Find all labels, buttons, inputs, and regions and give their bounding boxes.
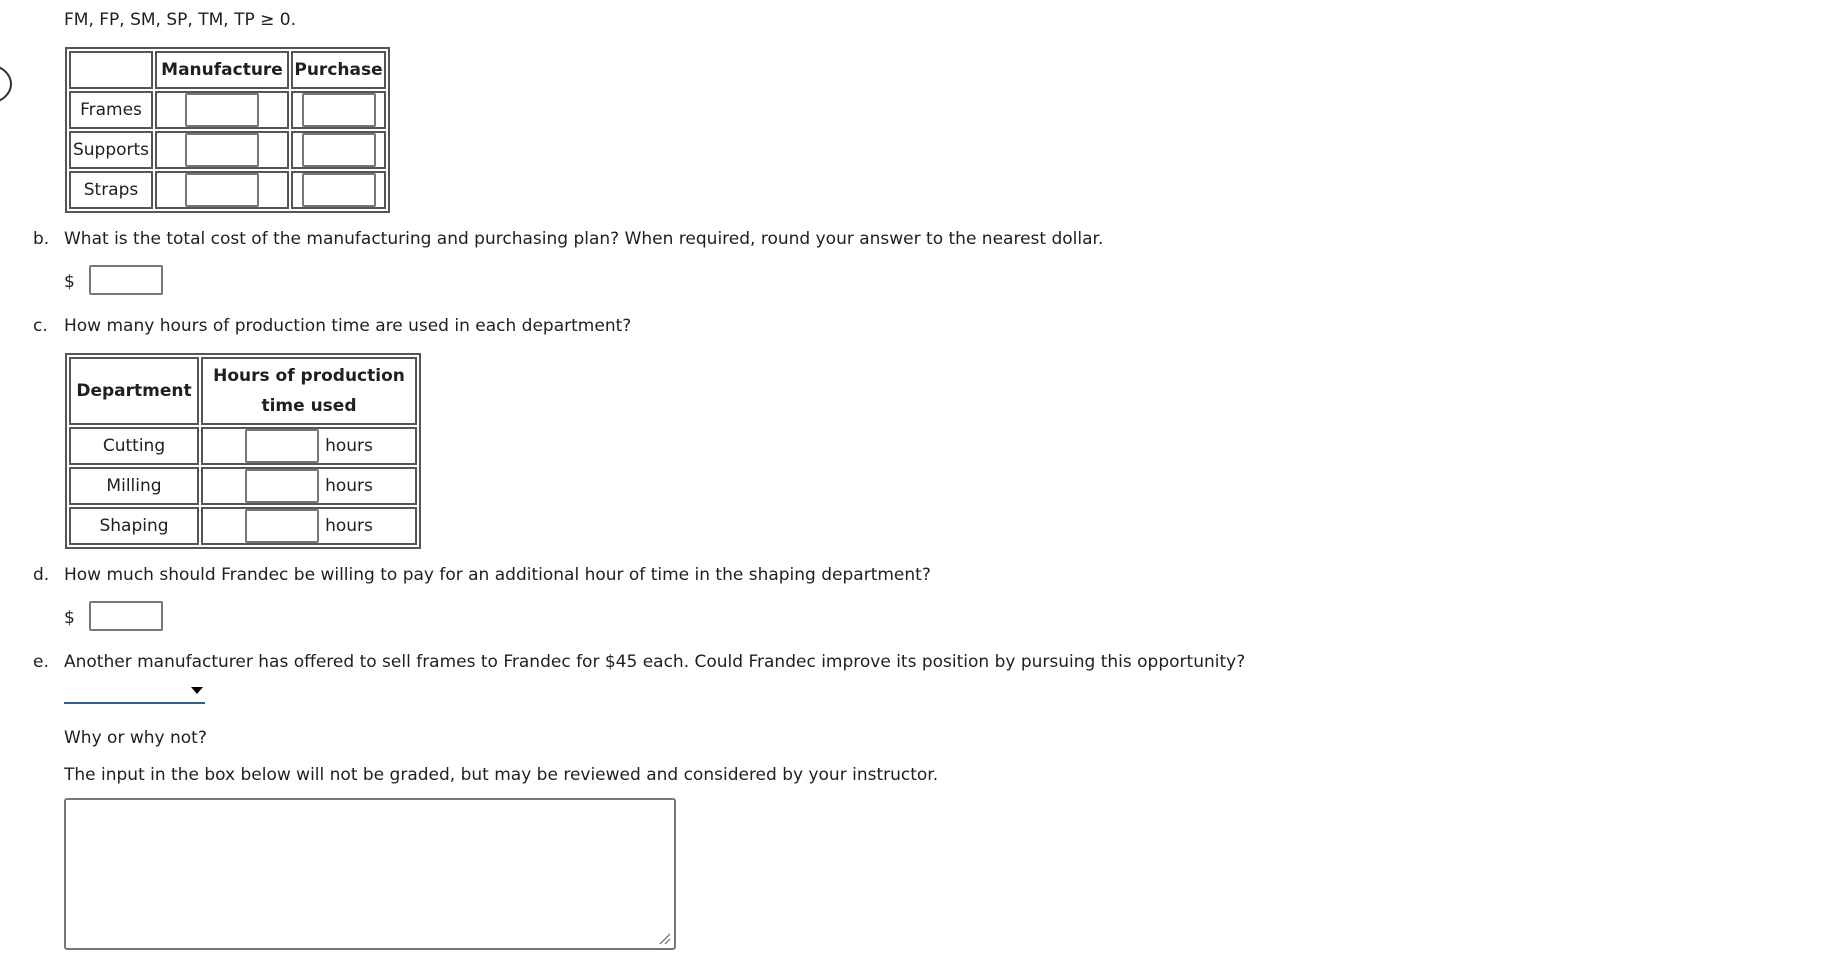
- row-label-supports: Supports: [69, 131, 153, 169]
- manufacture-purchase-table: [65, 47, 390, 213]
- part-d-currency: $: [64, 608, 75, 628]
- hours-header: [201, 357, 417, 425]
- hours-unit: hours: [325, 516, 373, 536]
- part-e-marker: e.: [33, 652, 49, 672]
- part-b-marker: b.: [33, 229, 50, 249]
- part-c-question: How many hours of production time are used in each department?: [64, 316, 632, 336]
- table-row: [69, 131, 386, 169]
- table-corner-cell: [69, 51, 153, 89]
- part-d-question: How much should Frandec be willing to pay for an additional hour of time in the shaping department?: [64, 565, 931, 585]
- grading-note: The input in the box below will not be graded, but may be reviewed and considered by your instructor.: [64, 765, 939, 785]
- shaping-hours-input[interactable]: [245, 509, 319, 543]
- hours-header-line-1: Hours of production: [213, 366, 405, 386]
- supports-purchase-input[interactable]: [302, 133, 376, 167]
- department-cutting: Cutting: [69, 427, 199, 465]
- department-milling: Milling: [69, 467, 199, 505]
- part-b-question: What is the total cost of the manufacturing and purchasing plan? When required, round your answer to the nearest dollar.: [64, 229, 1104, 249]
- radio-button-edge[interactable]: [0, 64, 12, 104]
- milling-hours-input[interactable]: [245, 469, 319, 503]
- department-shaping: Shaping: [69, 507, 199, 545]
- cutting-hours-input[interactable]: [245, 429, 319, 463]
- department-header: Department: [69, 357, 199, 425]
- hours-unit: hours: [325, 476, 373, 496]
- straps-purchase-input[interactable]: [302, 173, 376, 207]
- part-e-question: Another manufacturer has offered to sell frames to Frandec for $45 each. Could Frandec improve its position by pursuing this opportunity?: [64, 652, 1246, 672]
- table-row: [69, 171, 386, 209]
- part-d-marker: d.: [33, 565, 50, 585]
- table-row: [69, 427, 417, 465]
- explanation-textarea[interactable]: [64, 798, 676, 950]
- improve-position-select[interactable]: [64, 682, 205, 704]
- why-label: Why or why not?: [64, 728, 207, 748]
- total-cost-input[interactable]: [89, 265, 163, 295]
- table-row: [69, 507, 417, 545]
- frames-manufacture-input[interactable]: [185, 93, 259, 127]
- chevron-down-icon: [191, 687, 203, 694]
- table-row: [69, 467, 417, 505]
- table-row: [69, 91, 386, 129]
- row-label-frames: Frames: [69, 91, 153, 129]
- hours-header-line-2: time used: [261, 396, 357, 416]
- straps-manufacture-input[interactable]: [185, 173, 259, 207]
- resize-handle-icon[interactable]: [659, 933, 671, 945]
- frames-purchase-input[interactable]: [302, 93, 376, 127]
- constraint-text: FM, FP, SM, SP, TM, TP ≥ 0.: [64, 10, 296, 30]
- manufacture-header: Manufacture: [155, 51, 289, 89]
- shaping-hour-value-input[interactable]: [89, 601, 163, 631]
- supports-manufacture-input[interactable]: [185, 133, 259, 167]
- part-b-currency: $: [64, 272, 75, 292]
- hours-unit: hours: [325, 436, 373, 456]
- production-hours-table: [65, 353, 421, 549]
- purchase-header: Purchase: [291, 51, 386, 89]
- row-label-straps: Straps: [69, 171, 153, 209]
- part-c-marker: c.: [33, 316, 48, 336]
